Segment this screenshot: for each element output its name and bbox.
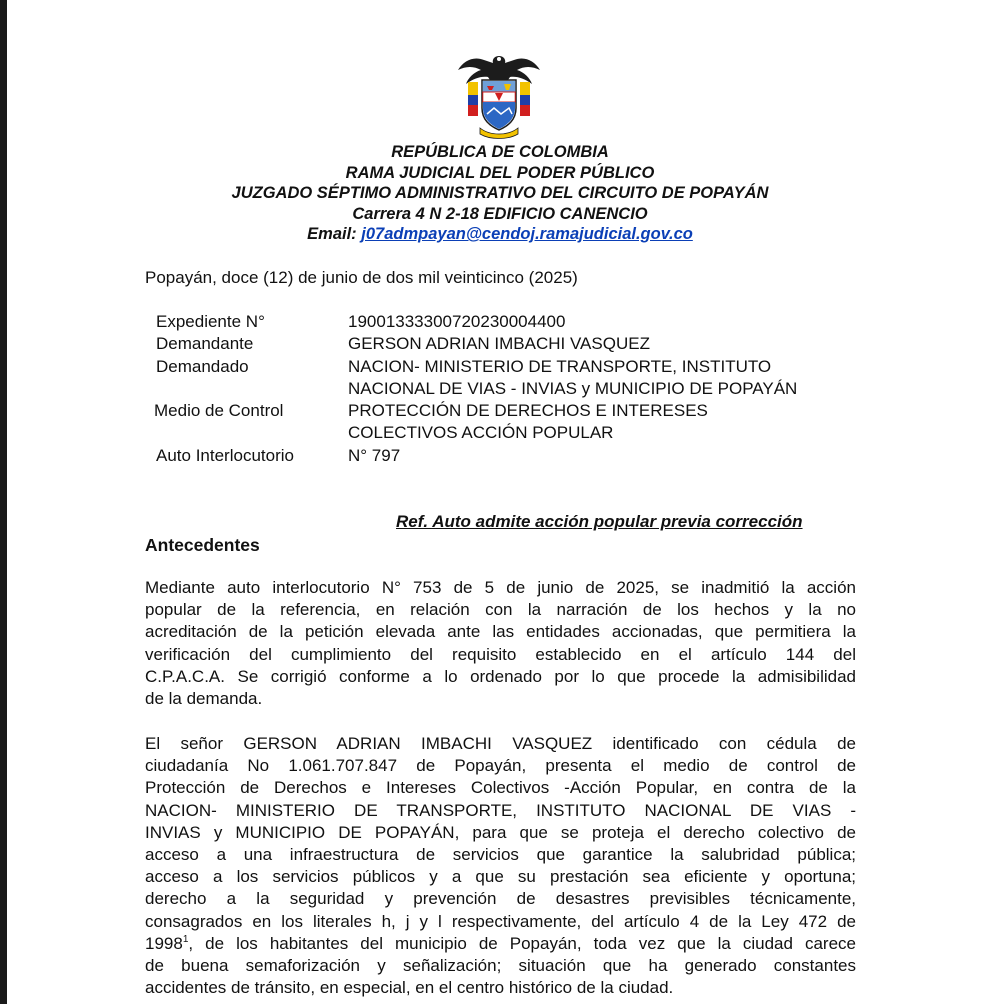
paragraph-2 xyxy=(145,733,856,999)
paragraph-line: de buena semaforización y señalización; situación que ha generado constantes xyxy=(145,956,856,976)
paragraph-line: verificación del cumplimiento del requisito establecido en el artículo 144 del xyxy=(145,644,856,664)
paragraph-line: acreditación de la petición elevada ante las entidades accionadas, que permitiera la xyxy=(145,622,856,642)
expediente-label: Expediente N° xyxy=(156,312,265,331)
coat-of-arms-icon xyxy=(454,50,544,140)
medio-label: Medio de Control xyxy=(154,401,284,420)
paragraph-line: ciudadanía No 1.061.707.847 de Popayán, presenta el medio de control de xyxy=(145,756,856,776)
medio-value-2: COLECTIVOS ACCIÓN POPULAR xyxy=(348,423,614,442)
paragraph-line: acceso a los servicios públicos y a que su prestación sea eficiente y oportuna; xyxy=(145,867,856,887)
paragraph-line: INVIAS y MUNICIPIO DE POPAYÁN, para que se proteja el derecho colectivo de xyxy=(145,822,856,842)
demandado-value-2: NACIONAL DE VIAS - INVIAS y MUNICIPIO DE POPAYÁN xyxy=(348,379,798,398)
email-link[interactable]: j07admpayan@cendoj.ramajudicial.gov.co xyxy=(361,225,693,243)
email-label: Email: xyxy=(307,225,357,243)
page-edge xyxy=(0,0,7,1004)
paragraph-line: El señor GERSON ADRIAN IMBACHI VASQUEZ identificado con cédula de xyxy=(145,734,856,753)
demandante-label: Demandante xyxy=(156,334,254,353)
reference-line: Ref. Auto admite acción popular previa corrección xyxy=(396,512,803,531)
paragraph-line: C.P.A.C.A. Se corrigió conforme a lo ordenado por lo que procede la admisibilidad xyxy=(145,666,856,686)
header-country: REPÚBLICA DE COLOMBIA xyxy=(391,143,609,161)
header-court: JUZGADO SÉPTIMO ADMINISTRATIVO DEL CIRCUITO DE POPAYÁN xyxy=(231,184,769,202)
expediente-value: 19001333300720230004400 xyxy=(348,312,566,331)
medio-value-1: PROTECCIÓN DE DERECHOS E INTERESES xyxy=(348,401,708,420)
demandante-value: GERSON ADRIAN IMBACHI VASQUEZ xyxy=(348,334,650,353)
paragraph-line: Protección de Derechos e Intereses Colectivos -Acción Popular, en contra de la xyxy=(145,778,856,798)
header-email-line xyxy=(150,224,850,245)
paragraph-line: NACION- MINISTERIO DE TRANSPORTE, INSTITUTO NACIONAL DE VIAS - xyxy=(145,800,856,820)
demandado-label: Demandado xyxy=(156,357,249,376)
paragraph-line: acceso a una infraestructura de servicios que garantice la salubridad pública; xyxy=(145,845,856,865)
header-address: Carrera 4 N 2-18 EDIFICIO CANENCIO xyxy=(352,204,648,223)
paragraph-line: de la demanda. xyxy=(145,689,263,709)
paragraph-1 xyxy=(145,577,856,710)
paragraph-line-footnote xyxy=(145,933,856,955)
court-header xyxy=(150,142,850,245)
paragraph-line: consagrados en los literales h, j y l respectivamente, del artículo 4 de la Ley 472 de xyxy=(145,911,856,931)
year-text: 1998 xyxy=(145,933,183,953)
dateline: Popayán, doce (12) de junio de dos mil veinticinco (2025) xyxy=(145,268,578,287)
section-title: Antecedentes xyxy=(145,535,260,555)
paragraph-line: Mediante auto interlocutorio N° 753 de 5 de junio de 2025, se inadmitió la acción xyxy=(145,578,856,597)
paragraph-line: accidentes de tránsito, en especial, en el centro histórico de la ciudad. xyxy=(145,978,674,998)
line-rest: , de los habitantes del municipio de Popayán, toda vez que la ciudad carece xyxy=(188,933,856,953)
paragraph-line: popular de la referencia, en relación con la narración de los hechos y la no xyxy=(145,600,856,620)
header-branch: RAMA JUDICIAL DEL PODER PÚBLICO xyxy=(345,163,655,182)
auto-label: Auto Interlocutorio xyxy=(156,446,294,465)
footnote-marker[interactable]: 1 xyxy=(182,933,189,945)
paragraph-line: derecho a la seguridad y prevención de desastres previsibles técnicamente, xyxy=(145,889,856,909)
auto-value: N° 797 xyxy=(348,446,401,465)
demandado-value-1: NACION- MINISTERIO DE TRANSPORTE, INSTITUTO xyxy=(348,357,772,376)
